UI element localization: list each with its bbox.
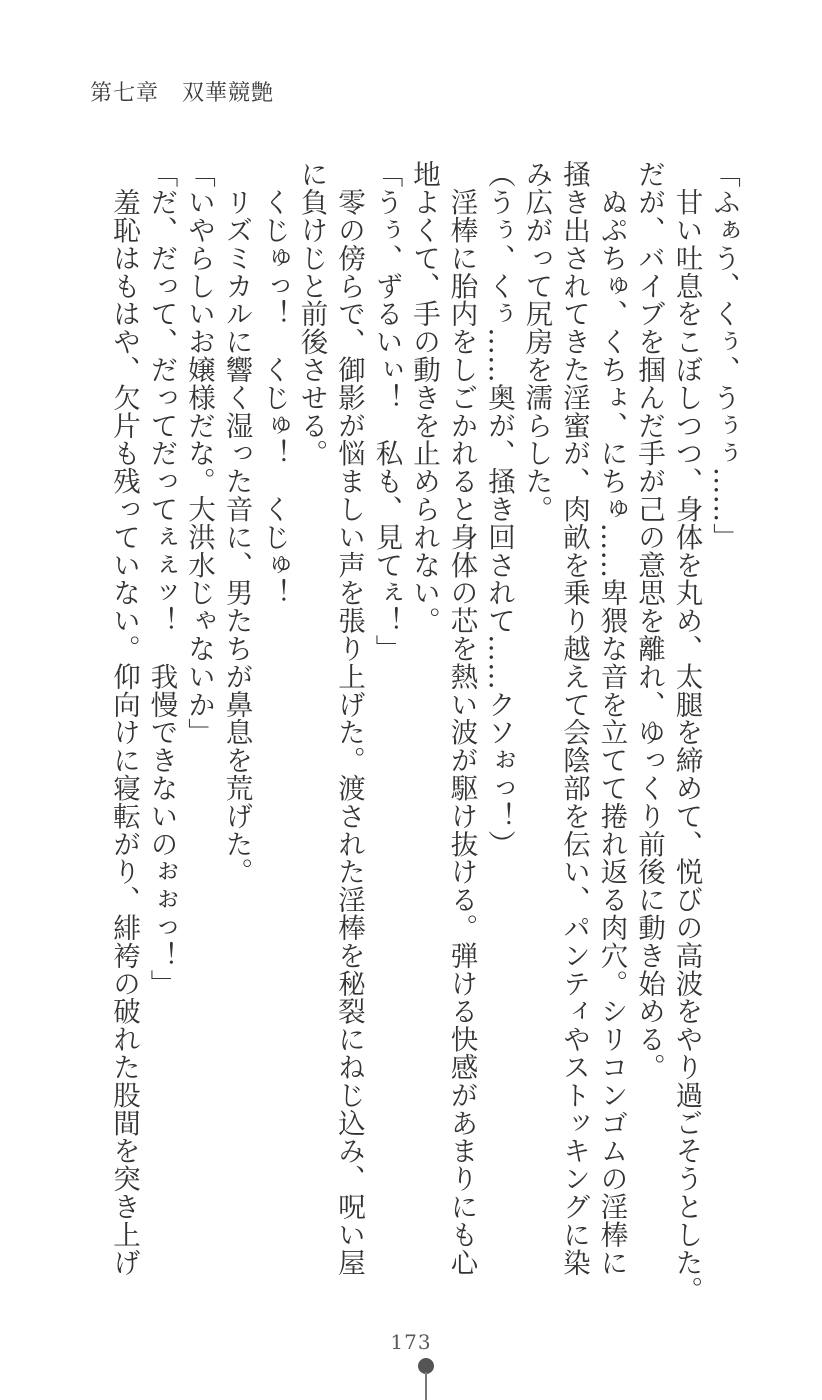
text-line: だが、バイブを掴んだ手が己の意思を離れ、ゆっくり前後に動き始める。: [633, 160, 665, 1081]
text-line: み広がって尻房を濡らした。: [520, 160, 553, 523]
body-text: [105, 160, 743, 1304]
text-line: 「いやらしいお嬢様だな。大洪水じゃないか」: [183, 160, 215, 746]
text-line: 甘い吐息をこぼしつつ、身体を丸め、太腿を締めて、悦びの高波をやり過ごそうとした。: [670, 160, 703, 1304]
text-line: （うぅ、くぅ……奥が、掻き回されて……クソぉっ！）: [483, 160, 515, 858]
text-line: ぬぷちゅ、くちょ、にちゅ……卑猥な音を立てて捲れ返る肉穴。シリコンゴムの淫棒に: [595, 160, 628, 1276]
folio-ornament-icon: [418, 1358, 436, 1400]
text-line: 「うぅ、ずるいぃ！ 私も、見てぇ！」: [370, 160, 403, 663]
text-line: に負けじと前後させる。: [295, 160, 328, 467]
text-line: くじゅっ！ くじゅ！ くじゅ！: [258, 160, 290, 607]
text-line: リズミカルに響く湿った音に、男たちが鼻息を荒げた。: [220, 160, 253, 886]
page-number: 173: [390, 1330, 432, 1354]
text-line: 「だ、だって、だってだってぇぇッ！ 我慢できないのぉぉっ！」: [145, 160, 178, 997]
text-line: 掻き出されてきた淫蜜が、肉畝を乗り越えて会陰部を伝い、パンティやストッキングに染: [558, 160, 590, 1276]
text-line: 淫棒に胎内をしごかれると身体の芯を熱い波が駆け抜ける。弾ける快感があまりにも心: [445, 160, 478, 1276]
text-line: 「ふぁう、くぅ、うぅぅ……」: [708, 160, 740, 551]
text-line: 零の傍らで、御影が悩ましい声を張り上げた。渡された淫棒を秘裂にねじ込み、呪い屋: [333, 160, 365, 1276]
text-line: 地よくて、手の動きを止められない。: [408, 160, 440, 635]
running-head: 第七章 双華競艶: [90, 81, 275, 106]
folio-stem: [425, 1372, 427, 1400]
text-line: 羞恥はもはや、欠片も残っていない。仰向けに寝転がり、緋袴の破れた股間を突き上げ: [108, 160, 140, 1276]
